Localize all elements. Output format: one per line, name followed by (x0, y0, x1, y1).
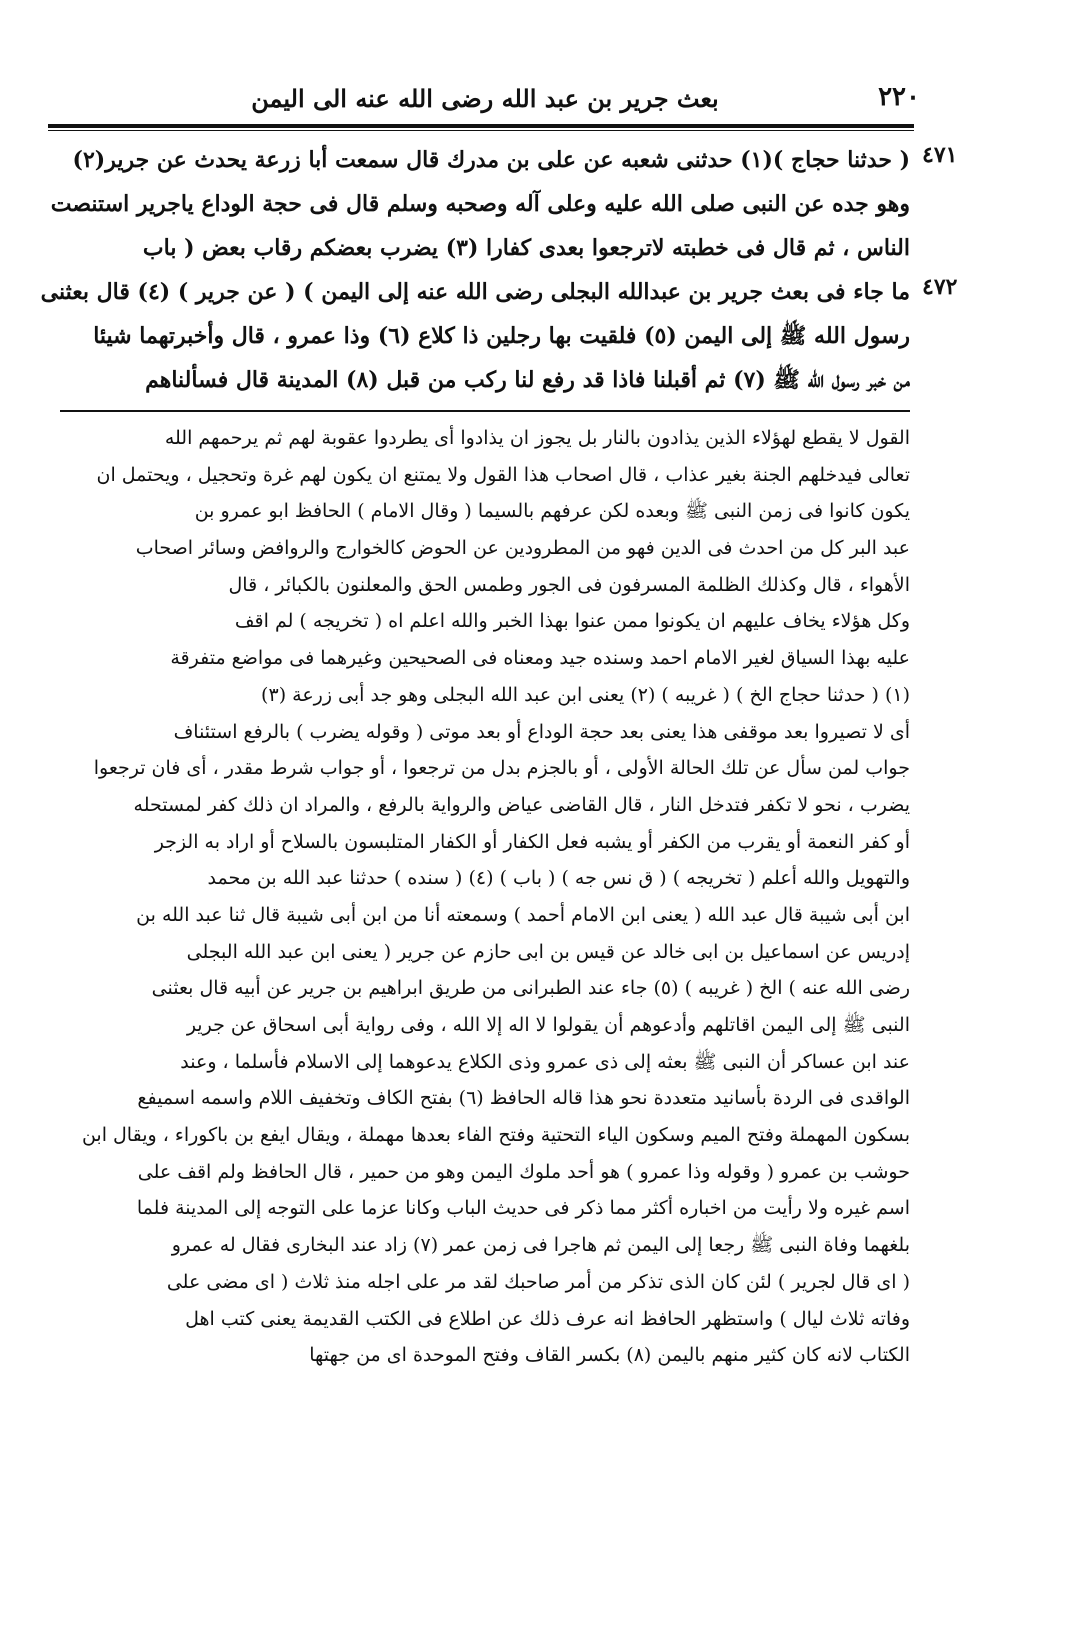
commentary-line (60, 1594, 910, 1631)
commentary-line: عليه بهذا السياق لغير الامام احمد وسنده جيد ومعناه فى الصحيحين وغيرهما فى مواضع متفرقة (170, 647, 910, 670)
commentary-line (60, 1557, 910, 1594)
commentary-line (60, 1374, 910, 1411)
running-title: بعث جرير بن عبد الله رضى الله عنه الى اليمن (251, 84, 719, 113)
commentary-line: اسم غيره ولا رأيت من اخباره أكثر مما ذكر فى حديث الباب وكانا عزما على التوجه إلى المدينة فلما (136, 1197, 910, 1220)
commentary-line: الكتاب لانه كان كثير منهم باليمن (٨) بكسر القاف وفتح الموحدة اى من جهتها (309, 1344, 910, 1367)
commentary-line: أى لا تصيروا بعد موقفى هذا يعنى بعد حجة الوداع أو بعد موتى ( وقوله يضرب ) بالرفع استئناف (173, 720, 910, 743)
hadith-number: ٤٧١ (922, 142, 958, 168)
commentary-line: القول لا يقطع لهؤلاء الذين يذادون بالنار بل يجوز ان يذادوا أى يطردوا عقوبة لهم ثم يرحمهم الله (164, 427, 910, 449)
commentary-line (60, 1484, 910, 1521)
main-text-line: الناس ، ثم قال فى خطبته لاترجعوا بعدى كفارا (٣) يضرب بعضكم رقاب بعض ( باب (142, 235, 910, 261)
commentary-line: والتهويل والله أعلم ( تخريجه ) ( ق نس جه ) ( باب ) (٤) ( سنده ) حدثنا عبد الله بن محمد (207, 867, 910, 890)
commentary-line: بسكون المهملة وفتح الميم وسكون الياء التحتية وفتح الفاء بعدها مهملة ، ويقال ايفع بن باكوراء ، ويقال ابن (81, 1124, 910, 1147)
commentary-line: عند ابن عساكر أن النبى ﷺ بعثه إلى ذى عمرو وذى الكلاع يدعوهما إلى الاسلام فأسلما ، وعند (180, 1050, 910, 1073)
page-header (50, 80, 920, 120)
main-text-line: ما جاء فى بعث جرير بن عبدالله البجلى رضى الله عنه إلى اليمن ) ( عن جرير ) (٤) قال بعثنى (40, 279, 910, 305)
commentary-line: إدريس عن اسماعيل بن ابى خالد عن قيس بن ابى حازم عن جرير ( يعنى ابن عبد الله البجلى (186, 940, 910, 963)
commentary-line: وكل هؤلاء يخاف عليهم ان يكونوا ممن عنوا بهذا الخبر والله اعلم اه ( تخريجه ) لم اقف (234, 610, 910, 633)
commentary-line: ابن أبى شيبة قال عبد الله ( يعنى ابن الامام أحمد ) وسمعته أنا من ابن أبى شيبة قال ثنا عبد الله بن (136, 903, 910, 926)
section-divider (60, 410, 910, 412)
commentary-line: أو كفر النعمة أو يقرب من الكفر أو يشبه فعل الكفار أو الكفار المتلبسون بالسلاح أو اراد به الزجر (154, 830, 910, 853)
main-text (40, 138, 910, 402)
commentary-line (60, 1411, 910, 1448)
commentary-text (60, 420, 910, 1631)
commentary-line: حوشب بن عمرو ( وقوله وذا عمرو ) هو أحد ملوك اليمن وهو من حمير ، قال الحافظ ولم اقف على (137, 1160, 910, 1183)
commentary-line: الأهواء ، قال وكذلك الظلمة المسرفون فى الجور وطمس الحق والمعلنون بالكبائر ، قال (228, 573, 910, 596)
commentary-line: تعالى فيدخلهم الجنة بغير عذاب ، قال اصحاب هذا القول ولا يمتنع ان يكون لهم غرة وتحجيل ، ويحتمل ان (96, 463, 910, 486)
main-text-line: ( حدثنا حجاج )(١) حدثنى شعبه عن على بن مدرك قال سمعت أبا زرعة يحدث عن جرير(٢) (72, 147, 910, 173)
main-text-line: من خبر رسول الله ﷺ (٧) ثم أقبلنا فاذا قد رفع لنا ركب من قبل (٨) المدينة قال فسألناهم (145, 367, 910, 393)
commentary-line (60, 1447, 910, 1484)
main-text-line: رسول الله ﷺ إلى اليمن (٥) فلقيت بها رجلين ذا كلاع (٦) وذا عمرو ، قال وأخبرتهما شيئا (93, 323, 910, 349)
commentary-line: وفاته ثلاث ليال ) واستظهر الحافظ انه عرف ذلك عن اطلاع فى الكتب القديمة يعنى كتب اهل (185, 1307, 910, 1330)
commentary-line: بلغهما وفاة النبى ﷺ رجعا إلى اليمن ثم هاجرا فى زمن عمر (٧) زاد عند البخارى فقال له عمرو (171, 1234, 910, 1257)
header-rule-thin (48, 130, 914, 131)
commentary-line: يكون كانوا فى زمن النبى ﷺ وبعده لكن عرفهم بالسيما ( وقال الامام ) الحافظ ابو عمرو بن (194, 500, 910, 523)
commentary-line: ( اى قال لجرير ) لئن كان الذى تذكر من أمر صاحبك لقد مر على اجله منذ ثلاث ( اى مضى على (166, 1270, 910, 1293)
page-number: ٢٢٠ (878, 82, 920, 112)
commentary-line: رضى الله عنه ) الخ ( غريبه ) (٥) جاء عند الطبرانى من طريق ابراهيم بن جرير عن أبيه قال بعثنى (151, 977, 910, 1000)
commentary-line: النبى ﷺ إلى اليمن اقاتلهم وأدعوهم أن يقولوا لا اله إلا الله ، وفى رواية أبى اسحاق عن جرير (186, 1014, 910, 1036)
commentary-line (60, 1521, 910, 1558)
commentary-line: عبد البر كل من احدث فى الدين فهو من المطرودين عن الحوض كالخوارج والروافض وسائر اصحاب (135, 537, 910, 560)
header-rule (48, 124, 914, 128)
main-text-line: وهو جده عن النبى صلى الله عليه وعلى آله وصحبه وسلم قال فى حجة الوداع ياجرير استنصت (50, 191, 910, 217)
commentary-line: يضرب ، نحو لا تكفر فتدخل النار ، قال القاضى عياض والرواية بالرفع ، والمراد ان ذلك كفر لمستحله (133, 793, 910, 816)
hadith-number: ٤٧٢ (922, 274, 958, 300)
commentary-line: جواب لمن سأل عن تلك الحالة الأولى ، أو بالجزم بدل من ترجعوا ، أو جواب شرط مقدر ، أى فان ترجعوا (93, 757, 910, 780)
commentary-line: الواقدى فى الردة بأسانيد متعددة نحو هذا قاله الحافظ (٦) بفتح الكاف وتخفيف اللام واسمه اسميفع (137, 1087, 910, 1110)
commentary-line: (١) ( حدثنا حجاج الخ ) ( غريبه ) (٢) يعنى ابن عبد الله البجلى وهو جد أبى زرعة (٣) (261, 683, 910, 706)
